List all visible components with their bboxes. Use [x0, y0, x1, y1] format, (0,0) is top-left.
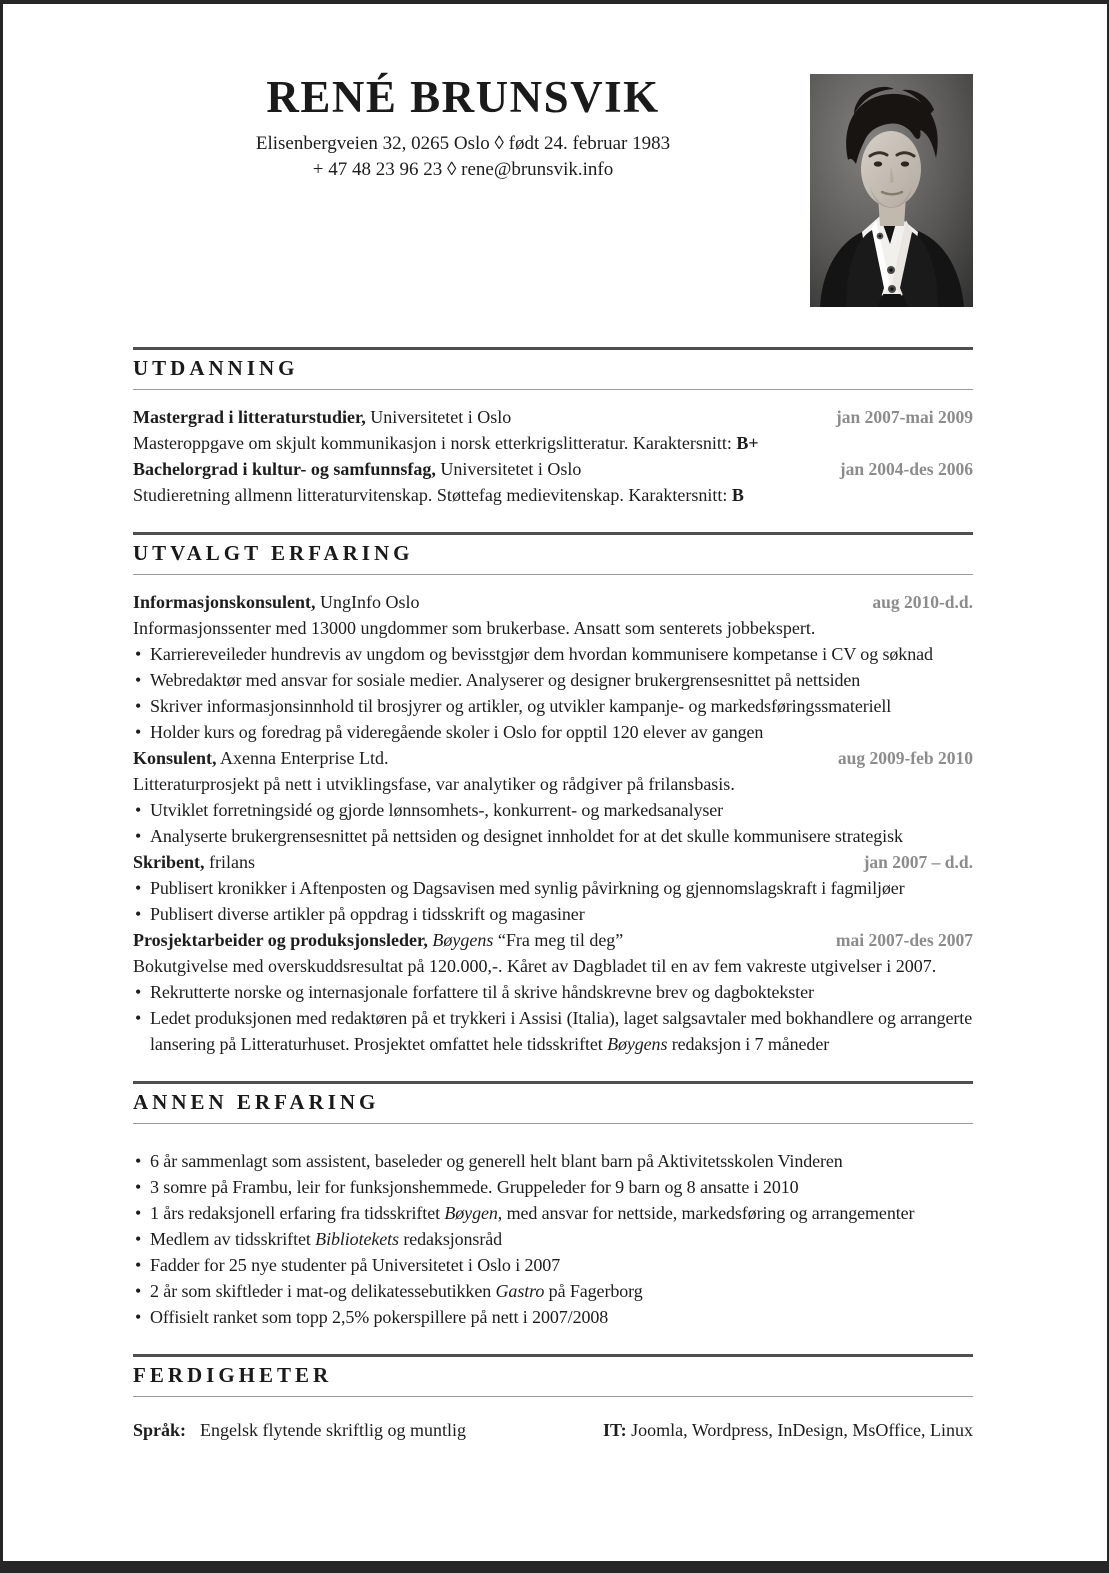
education-detail [133, 482, 973, 508]
job-org: Axenna Enterprise Ltd. [216, 748, 389, 768]
bullet-text: 3 somre på Frambu, leir for funksjonshemmede. Gruppeleder for 9 barn og 8 ansatte i 2010 [150, 1177, 799, 1197]
bullet-text: Karriereveileder hundrevis av ungdom og bevisstgjør dem hvordan kommunisere kompetanse i CV og søknad [150, 644, 933, 664]
contact-address-line: Elisenbergveien 32, 0265 Oslo ◊ født 24. februar 1983 [255, 133, 671, 155]
job-role: Skribent, [133, 852, 205, 872]
job-bullets [133, 979, 973, 1057]
job-summary: Informasjonssenter med 13000 ungdommer som brukerbase. Ansatt som senterets jobbekspert. [133, 618, 816, 638]
grade-value: B+ [736, 433, 759, 453]
bullet-item [133, 1200, 973, 1226]
header-text [133, 74, 793, 183]
bullet-text: redaksjon i 7 måneder [667, 1034, 830, 1054]
section-skills [133, 1354, 973, 1443]
job-date: aug 2009-feb 2010 [837, 748, 973, 768]
bullet-item [133, 1174, 973, 1200]
bullet-text: 1 års redaksjonell erfaring fra tidsskriftet [150, 1203, 445, 1223]
person-name: RENÉ BRUNSVIK [266, 72, 660, 122]
bullet-item [133, 979, 973, 1005]
bullet-text-italic: Bibliotekets [315, 1229, 399, 1249]
job-org: “Fra meg til deg” [493, 930, 624, 950]
job-summary: Bokutgivelse med overskuddsresultat på 120.000,-. Kåret av Dagbladet til en av fem vakreste utgivelser i 2007. [133, 956, 937, 976]
section-skills-title: FERDIGHETER [133, 1363, 333, 1387]
bullet-item [133, 1278, 973, 1304]
bullet-item [133, 641, 973, 667]
job-date: jan 2007 – d.d. [863, 852, 973, 872]
job-title-line [133, 927, 623, 953]
section-education-header [133, 347, 973, 390]
school-name: Universitetet i Oslo [435, 459, 582, 479]
bullet-text: Publisert kronikker i Aftenposten og Dagsavisen med synlig påvirkning og gjennomslagskraft i fagmiljøer [150, 878, 905, 898]
bullet-text: Rekrutterte norske og internasjonale forfattere til å skrive håndskrevne brev og dagboktekster [150, 982, 814, 1002]
bullet-item [133, 1005, 973, 1057]
job-entry [133, 745, 973, 771]
job-bullets [133, 641, 973, 745]
education-date: jan 2007-mai 2009 [835, 407, 973, 427]
job-summary: Litteraturprosjekt på nett i utviklingsfase, var analytiker og rådgiver på frilansbasis. [133, 774, 735, 794]
bullet-text: Utviklet forretningsidé og gjorde lønnsomhets-, konkurrent- og markedsanalyser [150, 800, 724, 820]
section-other-header [133, 1081, 973, 1124]
bullet-text: Analyserte brukergrensesnittet på nettsiden og designet innholdet for at det skulle kommunisere strategisk [150, 826, 903, 846]
section-education [133, 347, 973, 508]
bullet-item [133, 719, 973, 745]
other-bullets [133, 1148, 973, 1330]
section-experience [133, 532, 973, 1057]
bullet-item [133, 667, 973, 693]
degree-name: Mastergrad i litteraturstudier, [133, 407, 366, 427]
education-date: jan 2004-des 2006 [839, 459, 973, 479]
portrait-photo-art [810, 74, 973, 307]
job-entry [133, 849, 973, 875]
portrait-photo [810, 74, 973, 307]
bullet-text: redaksjonsråd [398, 1229, 503, 1249]
bullet-text-italic: Gastro [495, 1281, 545, 1301]
section-other-body [133, 1124, 973, 1330]
bullet-text: Offisielt ranket som topp 2,5% pokerspillere på nett i 2007/2008 [150, 1307, 609, 1327]
job-entry [133, 589, 973, 615]
skill-it-label: IT: [602, 1420, 627, 1440]
job-date: aug 2010-d.d. [872, 592, 973, 612]
job-title-line [133, 849, 255, 875]
cv-page [3, 4, 1107, 1561]
job-role: Prosjektarbeider og produksjonsleder, [133, 930, 428, 950]
job-org-publication: Bøygens [427, 930, 494, 950]
education-entry [133, 456, 973, 482]
job-role: Konsulent, [133, 748, 217, 768]
skill-it-value: Joomla, Wordpress, InDesign, MsOffice, Linux [626, 1420, 973, 1440]
school-name: Universitetet i Oslo [365, 407, 512, 427]
bullet-text: , med ansvar for nettside, markedsføring og arrangementer [497, 1203, 915, 1223]
job-date: mai 2007-des 2007 [835, 930, 973, 950]
header [133, 74, 973, 311]
skill-language [133, 1417, 603, 1443]
bullet-text-italic: Bøygen [444, 1203, 498, 1223]
bullet-text: Medlem av tidsskriftet [150, 1229, 316, 1249]
grade-value: B [731, 485, 744, 505]
section-experience-header [133, 532, 973, 575]
section-education-body [133, 390, 973, 508]
skill-it [603, 1417, 973, 1443]
education-degree-line [133, 404, 511, 430]
section-experience-title: UTVALGT ERFARING [133, 541, 414, 565]
education-detail-text: Studieretning allmenn litteraturvitenskap. Støttefag medievitenskap. Karaktersnitt: [133, 485, 732, 505]
bullet-item [133, 1148, 973, 1174]
bullet-item [133, 823, 973, 849]
job-bullets [133, 875, 973, 927]
bullet-text: Publisert diverse artikler på oppdrag i tidsskrift og magasiner [150, 904, 585, 924]
section-experience-body [133, 575, 973, 1057]
job-bullets [133, 797, 973, 849]
education-detail-text: Masteroppgave om skjult kommunikasjon i norsk etterkrigslitteratur. Karaktersnitt: [133, 433, 737, 453]
bullet-item [133, 693, 973, 719]
bullet-item [133, 1226, 973, 1252]
section-education-title: UTDANNING [133, 356, 299, 380]
education-degree-line [133, 456, 581, 482]
bullet-text: 6 år sammenlagt som assistent, baseleder og generell helt blant barn på Aktivitetsskolen Vinderen [150, 1151, 843, 1171]
contact-phone-email-line: + 47 48 23 96 23 ◊ rene@brunsvik.info [312, 159, 614, 181]
bullet-text: på Fagerborg [544, 1281, 643, 1301]
education-entry [133, 404, 973, 430]
bullet-text: Fadder for 25 nye studenter på Universitetet i Oslo i 2007 [150, 1255, 561, 1275]
bullet-item [133, 1252, 973, 1278]
bullet-item [133, 901, 973, 927]
bullet-text: Webredaktør med ansvar for sosiale medier. Analyserer og designer brukergrensesnittet på nettsiden [150, 670, 861, 690]
section-other-experience [133, 1081, 973, 1330]
skill-language-value: Engelsk flytende skriftlig og muntlig [200, 1420, 466, 1440]
bullet-text: 2 år som skiftleder i mat-og delikatessebutikken [150, 1281, 496, 1301]
job-role: Informasjonskonsulent, [133, 592, 316, 612]
bullet-text-italic: Bøygens [607, 1034, 668, 1054]
job-title-line [133, 745, 388, 771]
job-org: frilans [204, 852, 256, 872]
job-title-line [133, 589, 420, 615]
bullet-item [133, 875, 973, 901]
bullet-item [133, 797, 973, 823]
job-entry [133, 927, 973, 953]
section-skills-body [133, 1397, 973, 1443]
job-org: UngInfo Oslo [315, 592, 420, 612]
education-detail [133, 430, 973, 456]
degree-name: Bachelorgrad i kultur- og samfunnsfag, [133, 459, 436, 479]
bullet-text: Skriver informasjonsinnhold til brosjyrer og artikler, og utvikler kampanje- og markedsføringssmateriell [150, 696, 892, 716]
skills-row [133, 1417, 973, 1443]
bullet-text: Ledet produksjonen med redaktøren på et trykkeri i Assisi (Italia), laget salgsavtaler med bokhandlere og arrangerte lansering på Litteraturhuset. Prosjektet omfattet hele tidsskriftet [150, 1008, 973, 1054]
section-other-title: ANNEN ERFARING [133, 1090, 380, 1114]
bullet-text: Holder kurs og foredrag på videregående skoler i Oslo for opptil 120 elever av gangen [150, 722, 764, 742]
skill-language-label: Språk: [133, 1420, 187, 1440]
section-skills-header [133, 1354, 973, 1397]
bullet-item [133, 1304, 973, 1330]
